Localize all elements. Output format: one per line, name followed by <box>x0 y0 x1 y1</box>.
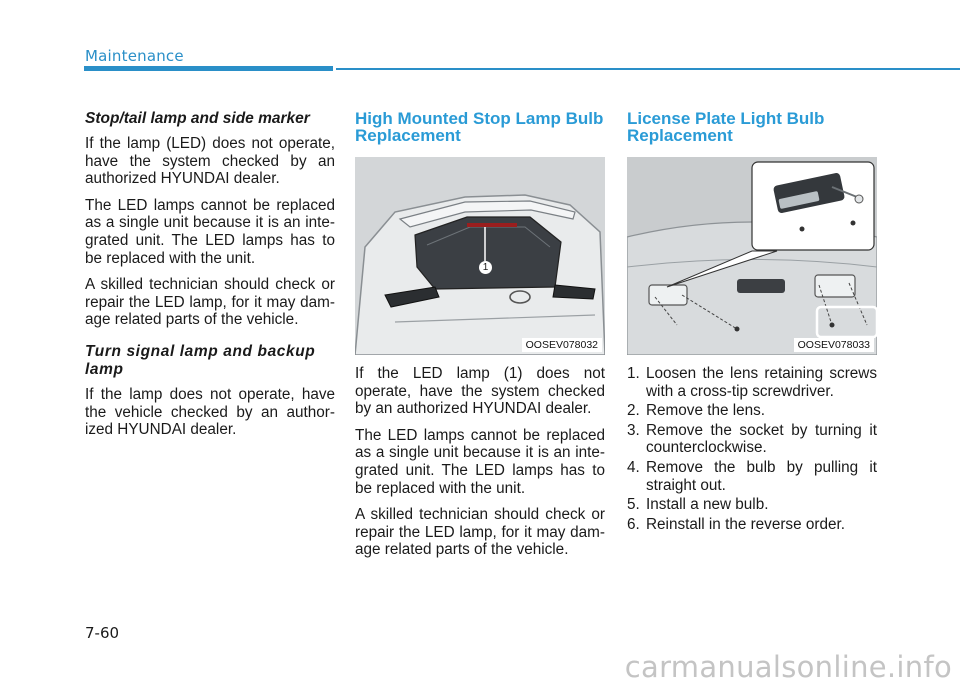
step-number: 1. <box>627 365 640 382</box>
rear-car-illustration <box>355 157 605 355</box>
column-left <box>85 110 335 448</box>
paragraph: The LED lamps cannot be replaced as a single unit because it is an inte-grated unit. The LED lamps has to be replaced with the unit. <box>85 196 335 267</box>
step-number: 5. <box>627 496 640 514</box>
paragraph: A skilled technician should check or repair the LED lamp, for it may dam-age related parts of the vehicle. <box>355 506 605 559</box>
stop-tail-lamp-heading: Stop/tail lamp and side marker <box>85 110 310 127</box>
callout-label: 1 <box>479 261 492 274</box>
step-number: 2. <box>627 402 640 420</box>
step-text: Remove the socket by turning it counterclockwise. <box>646 421 877 457</box>
paragraph: If the lamp (LED) does not operate, have the system checked by an authorized HYUNDAI dealer. <box>85 135 335 188</box>
list-item <box>627 516 877 534</box>
list-item <box>627 402 877 420</box>
step-list <box>627 365 877 533</box>
high-mounted-stop-lamp-heading: High Mounted Stop Lamp Bulb Replacement <box>355 109 604 145</box>
paragraph: If the lamp does not operate, have the vehicle checked by an author-ized HYUNDAI dealer. <box>85 385 335 439</box>
step-number: 3. <box>627 421 640 439</box>
list-item <box>627 365 877 400</box>
license-plate-light-heading: License Plate Light Bulb Replacement <box>627 109 825 145</box>
step-text: Reinstall in the reverse order. <box>646 515 845 533</box>
header-rule-thick <box>84 66 333 71</box>
license-plate-drawing <box>627 157 877 355</box>
column-right <box>627 110 877 535</box>
list-item <box>627 422 877 457</box>
page-number: 7-60 <box>85 624 120 642</box>
paragraph: If the LED lamp (1) does not operate, have the system checked by an authorized HYUNDAI dealer. <box>355 365 605 418</box>
step-number: 4. <box>627 458 640 476</box>
step-number: 6. <box>627 515 640 533</box>
turn-signal-heading: Turn signal lamp and backup lamp <box>85 342 316 378</box>
list-item <box>627 496 877 514</box>
step-text: Remove the bulb by pulling it straight out. <box>646 458 877 494</box>
license-plate-illustration <box>627 157 877 355</box>
watermark: carmanualsonline.info <box>624 650 952 684</box>
car-rear-drawing <box>355 157 605 355</box>
figure-caption: OOSEV078033 <box>794 338 874 352</box>
header-rule-thin <box>336 68 960 70</box>
paragraph: The LED lamps cannot be replaced as a single unit because it is an inte-grated unit. The LED lamps has to be replaced with the unit. <box>355 426 605 497</box>
step-text: Loosen the lens retaining screws with a cross-tip screwdriver. <box>646 365 877 400</box>
figure-caption: OOSEV078032 <box>522 338 602 352</box>
section-title: Maintenance <box>85 47 184 65</box>
list-item <box>627 459 877 494</box>
column-middle <box>355 110 605 568</box>
step-text: Install a new bulb. <box>646 496 769 514</box>
paragraph: A skilled technician should check or repair the LED lamp, for it may dam-age related parts of the vehicle. <box>85 276 335 329</box>
step-text: Remove the lens. <box>646 402 766 420</box>
